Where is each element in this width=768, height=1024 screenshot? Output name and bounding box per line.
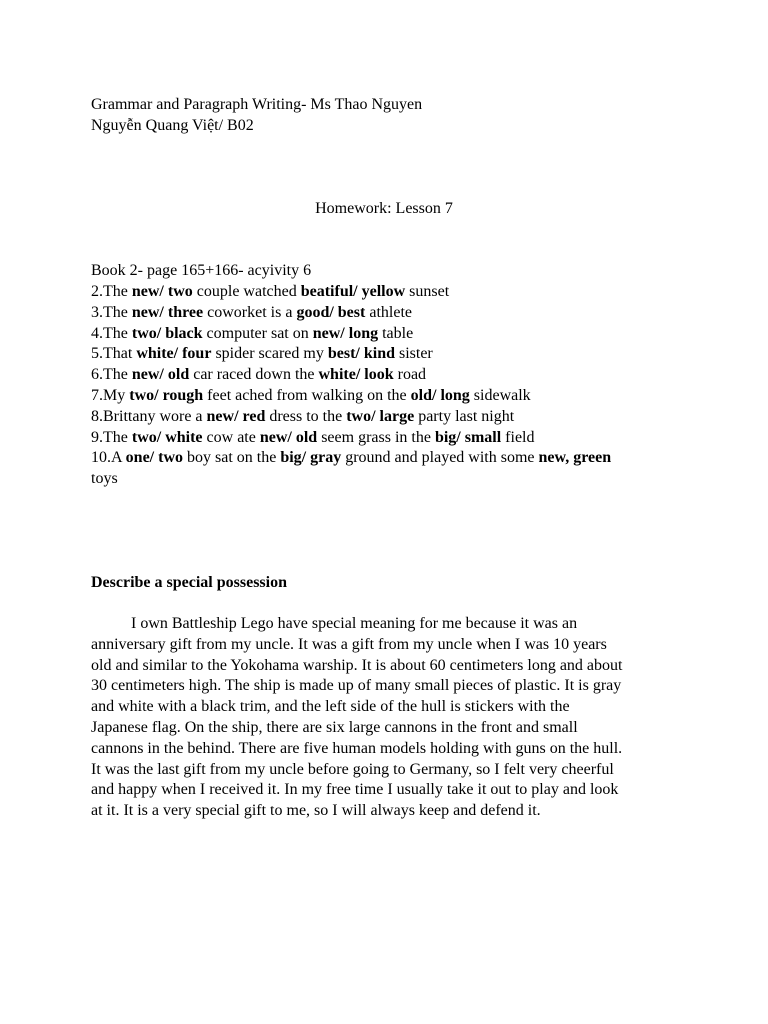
answer-text: new/ old <box>131 366 190 384</box>
sentence-text: table <box>378 324 414 342</box>
essay-line: Japanese flag. On the ship, there are six large cannons in the front and small <box>91 719 578 736</box>
answer-text: new/ two <box>131 283 193 300</box>
answer-text: beatiful/ yellow <box>300 283 406 300</box>
exercise-item <box>91 343 433 364</box>
sentence-text: ground and played with some <box>341 449 539 467</box>
answer-text: new, green <box>538 449 612 467</box>
answer-text: two/ large <box>346 407 415 425</box>
answer-text: good/ best <box>296 303 366 321</box>
exercise-item <box>91 447 611 468</box>
sentence-text: athlete <box>365 303 412 321</box>
sentence-text: 5.That <box>91 345 137 363</box>
sentence-text: sunset <box>405 283 450 300</box>
answer-text: two/ white <box>131 428 203 446</box>
essay-line: anniversary gift from my uncle. It was a gift from my uncle when I was 10 years <box>91 635 607 653</box>
exercise-item <box>91 364 426 385</box>
sentence-text: 7.My <box>91 387 130 404</box>
answer-text: white/ look <box>318 366 394 384</box>
sentence-text: field <box>501 428 535 446</box>
answer-text: one/ two <box>125 449 183 467</box>
answer-text: new/ old <box>259 428 318 446</box>
answer-text: big/ gray <box>280 449 342 467</box>
exercise-source-line: Book 2- page 165+166- acyivity 6 <box>91 262 312 279</box>
answer-text: best/ kind <box>327 345 395 363</box>
essay-line: I own Battleship Lego have special meaning for me because it was an <box>131 615 578 632</box>
exercise-item <box>91 323 413 344</box>
exercise-item <box>91 281 449 302</box>
exercise-item <box>91 302 412 323</box>
sentence-text: seem grass in the <box>317 428 435 446</box>
exercise-item <box>91 427 535 448</box>
answer-text: new/ three <box>131 303 204 321</box>
sentence-text: 3.The <box>91 303 132 321</box>
sentence-text: sidewalk <box>469 387 531 404</box>
essay-line: and happy when I received it. In my free time I usually take it out to play and look <box>91 781 619 799</box>
sentence-text: boy sat on the <box>183 449 281 467</box>
answer-text: two/ black <box>131 324 203 342</box>
sentence-text: 9.The <box>91 428 132 446</box>
essay-line: old and similar to the Yokohama warship. It is about 60 centimeters long and about <box>91 656 623 674</box>
course-line: Grammar and Paragraph Writing- Ms Thao Nguyen <box>91 96 423 113</box>
essay-line: and white with a black trim, and the left side of the hull is stickers with the <box>91 698 570 716</box>
sentence-text: 10.A <box>91 449 126 467</box>
sentence-text: 6.The <box>91 366 132 384</box>
essay-line: 30 centimeters high. The ship is made up of many small pieces of plastic. It is gray <box>91 677 622 695</box>
exercise-item <box>91 385 531 406</box>
exercise-item <box>91 468 118 489</box>
essay-line: cannons in the behind. There are five human models holding with guns on the hull. <box>91 739 623 757</box>
answer-text: old/ long <box>410 387 470 404</box>
sentence-text: feet ached from walking on the <box>203 387 411 404</box>
sentence-text: dress to the <box>265 407 347 425</box>
sentence-text: computer sat on <box>202 324 313 342</box>
exercise-item <box>91 406 514 427</box>
answer-text: new/ long <box>312 324 379 342</box>
sentence-text: coworket is a <box>203 303 297 321</box>
sentence-text: toys <box>91 470 118 488</box>
answer-text: big/ small <box>434 428 502 446</box>
sentence-text: 8.Brittany wore a <box>91 407 207 425</box>
answer-text: white/ four <box>136 345 212 363</box>
sentence-text: sister <box>394 345 433 363</box>
essay-line: at it. It is a very special gift to me, so I will always keep and defend it. <box>91 802 541 820</box>
sentence-text: cow ate <box>202 428 260 446</box>
sentence-text: spider scared my <box>211 345 328 363</box>
sentence-text: road <box>393 366 427 384</box>
essay-heading: Describe a special possession <box>91 574 287 591</box>
sentence-text: couple watched <box>192 283 301 300</box>
sentence-text: party last night <box>414 407 515 425</box>
homework-title: Homework: Lesson 7 <box>315 200 453 217</box>
sentence-text: 2.The <box>91 283 132 300</box>
answer-text: new/ red <box>206 407 266 425</box>
answer-text: two/ rough <box>129 387 204 404</box>
sentence-text: car raced down the <box>189 366 319 384</box>
student-line: Nguyễn Quang Việt/ B02 <box>91 117 254 134</box>
sentence-text: 4.The <box>91 324 132 342</box>
essay-line: It was the last gift from my uncle before going to Germany, so I felt very cheerful <box>91 760 614 778</box>
